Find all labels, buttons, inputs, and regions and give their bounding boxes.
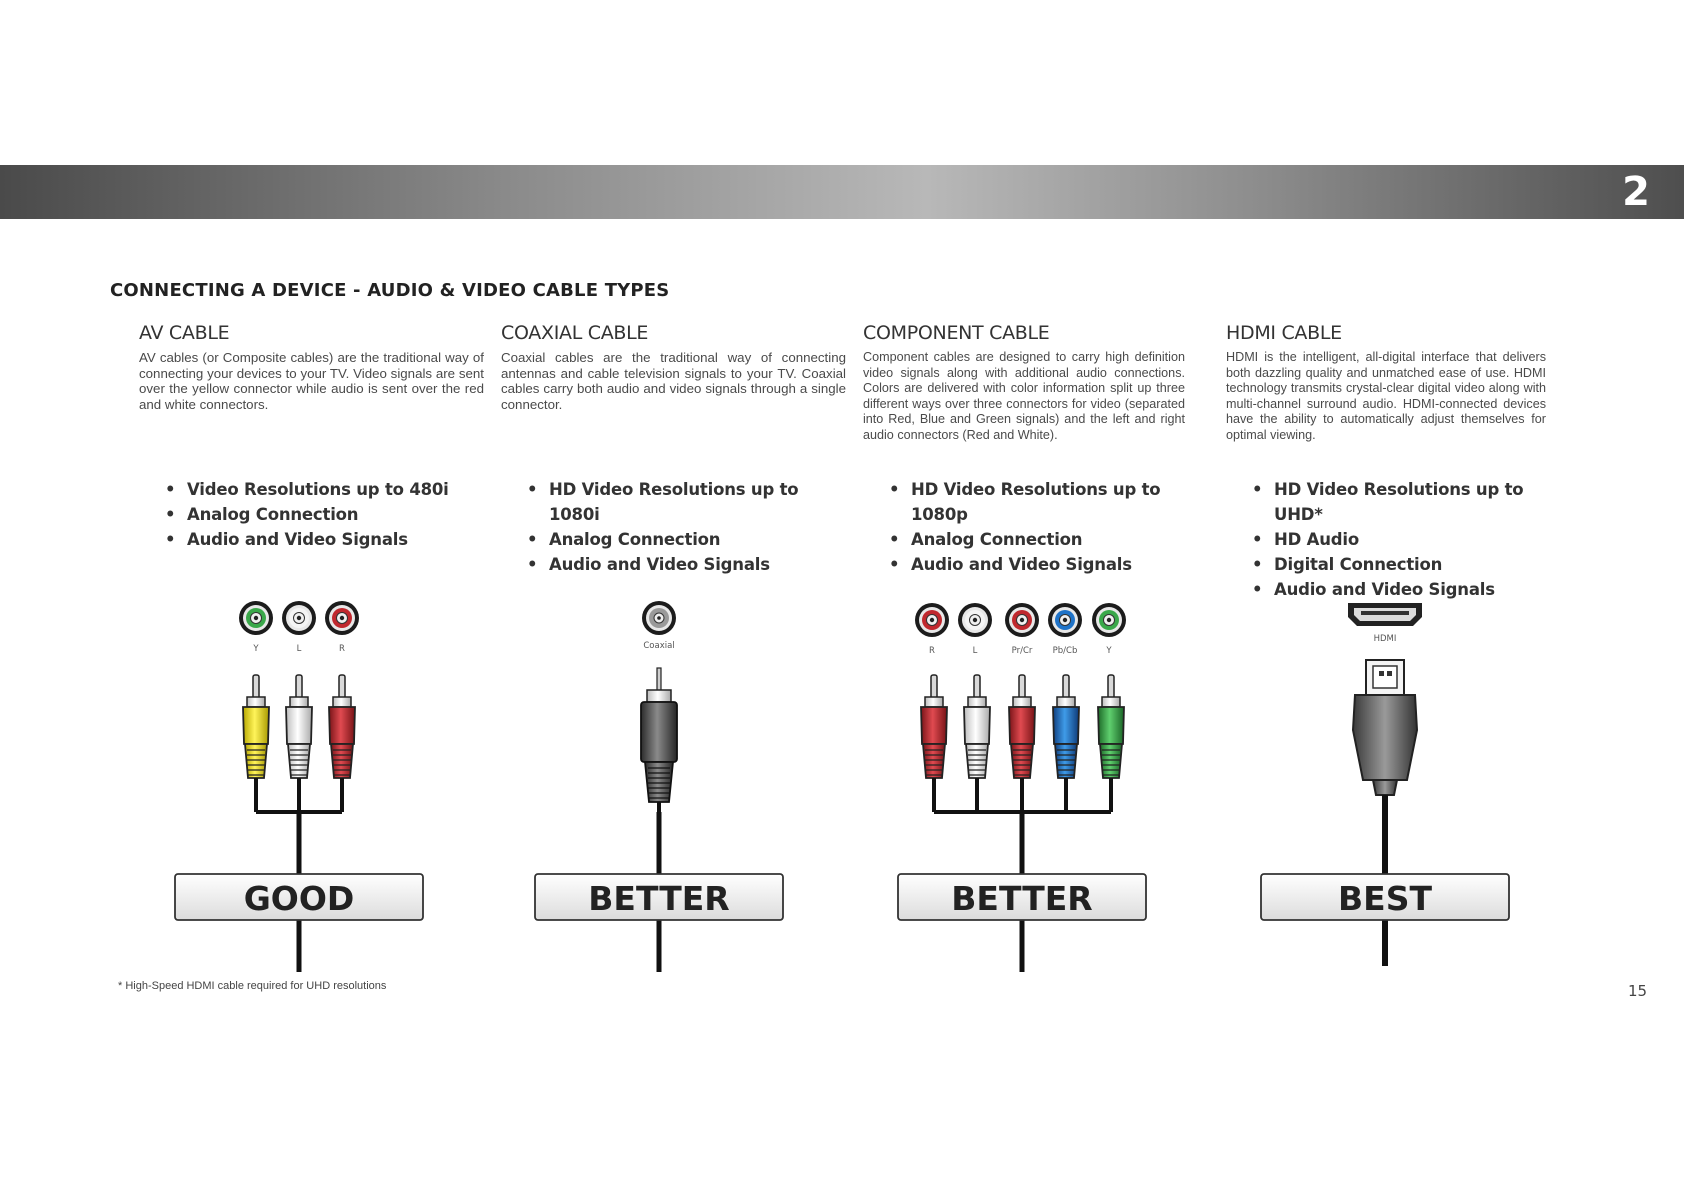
rating-badge	[535, 812, 783, 972]
coaxial-cable-features	[501, 477, 846, 577]
rating-label: BEST	[1338, 879, 1432, 918]
rca-jack-icon	[239, 601, 273, 654]
feature-item: • Audio and Video Signals	[889, 552, 1185, 577]
chapter-number: 2	[1622, 169, 1650, 215]
hdmi-plug-icon	[1353, 660, 1417, 874]
rca-jack-icon	[958, 603, 992, 656]
feature-item: • HD Video Resolutions up to UHD*	[1252, 477, 1546, 527]
port-label: Pr/Cr	[1011, 646, 1033, 656]
feature-item: • Digital Connection	[1252, 552, 1546, 577]
rca-plug-icon	[286, 675, 312, 812]
port-label: Y	[1106, 646, 1112, 656]
feature-item: • HD Video Resolutions up to 1080p	[889, 477, 1185, 527]
rca-jack-icon	[325, 601, 359, 654]
feature-item: • Audio and Video Signals	[1252, 577, 1546, 602]
feature-item: • Audio and Video Signals	[527, 552, 846, 577]
rating-label: BETTER	[588, 879, 730, 918]
rca-plug-icon	[243, 675, 269, 812]
rca-plug-icon	[1053, 675, 1079, 812]
rca-plug-icon	[1098, 675, 1124, 812]
feature-item: • Analog Connection	[165, 502, 449, 527]
rca-jack-icon	[1092, 603, 1126, 656]
rca-jack-icon	[915, 603, 949, 656]
coaxial-plug-icon	[641, 668, 677, 812]
port-label: L	[972, 646, 978, 656]
rating-label: BETTER	[951, 879, 1093, 918]
coaxial-cable-description: Coaxial cables are the traditional way of connecting antennas and cable television signals to your TV. Coaxial cables carry both audio and video signals through a single connector.	[501, 350, 846, 412]
hdmi-cable-title: HDMI CABLE	[1226, 322, 1342, 344]
rating-badge	[898, 812, 1146, 972]
feature-item: • Audio and Video Signals	[165, 527, 449, 552]
rca-jack-icon	[1005, 603, 1039, 656]
av-cable-features	[139, 477, 449, 552]
feature-item: • Analog Connection	[889, 527, 1185, 552]
hdmi-cable-column	[1226, 322, 1546, 599]
rca-jack-icon	[1048, 603, 1082, 656]
feature-item: • Video Resolutions up to 480i	[165, 477, 449, 502]
page-number: 15	[1628, 982, 1648, 1000]
coaxial-cable-column	[501, 322, 846, 574]
component-cable-title: COMPONENT CABLE	[863, 322, 1050, 344]
av-cable-title: AV CABLE	[139, 322, 230, 344]
feature-item: • HD Audio	[1252, 527, 1546, 552]
port-label: L	[296, 644, 302, 654]
port-label: R	[929, 646, 935, 656]
footnote: * High-Speed HDMI cable required for UHD resolutions	[118, 980, 387, 992]
rca-jack-icon	[282, 601, 316, 654]
component-cable-description: Component cables are designed to carry high definition video signals along with additional audio connections. Colors are delivered with color information split up three different ways over three connectors for video (separated into Red, Blue and Green signals) and the left and right audio connectors (Red and White).	[863, 350, 1185, 442]
section-title: CONNECTING A DEVICE - AUDIO & VIDEO CABLE TYPES	[110, 280, 670, 301]
feature-item: • HD Video Resolutions up to 1080i	[527, 477, 846, 527]
rating-badge	[175, 812, 423, 972]
coaxial-cable-title: COAXIAL CABLE	[501, 322, 649, 344]
component-cable-column	[863, 322, 1185, 574]
port-label: Pb/Cb	[1052, 646, 1078, 656]
port-label: HDMI	[1373, 634, 1397, 644]
hdmi-port-icon	[1348, 603, 1422, 644]
rating-badge	[1261, 874, 1509, 966]
rca-plug-icon	[921, 675, 947, 812]
rca-plug-icon	[329, 675, 355, 812]
feature-item: • Analog Connection	[527, 527, 846, 552]
hdmi-cable-description: HDMI is the intelligent, all-digital interface that delivers both dazzling quality and unmatched ease of use. HDMI technology transmits crystal-clear digital video along with multi-channel surround audio. HDMI-connected devices have the ability to automatically adjust themselves for optimal viewing.	[1226, 350, 1546, 442]
port-label: Coaxial	[643, 641, 675, 651]
port-label: Y	[253, 644, 259, 654]
component-cable-features	[863, 477, 1185, 577]
hdmi-cable-features	[1226, 477, 1546, 602]
port-label: R	[339, 644, 345, 654]
rca-plug-icon	[1009, 675, 1035, 812]
rca-plug-icon	[964, 675, 990, 812]
coaxial-jack-icon	[642, 601, 676, 651]
chapter-header-bar	[0, 165, 1684, 219]
av-cable-column	[139, 322, 484, 549]
rating-label: GOOD	[243, 879, 355, 918]
av-cable-description: AV cables (or Composite cables) are the traditional way of connecting your devices to your TV. Video signals are sent over the yellow connector while audio is sent over the red and white connectors.	[139, 350, 484, 412]
